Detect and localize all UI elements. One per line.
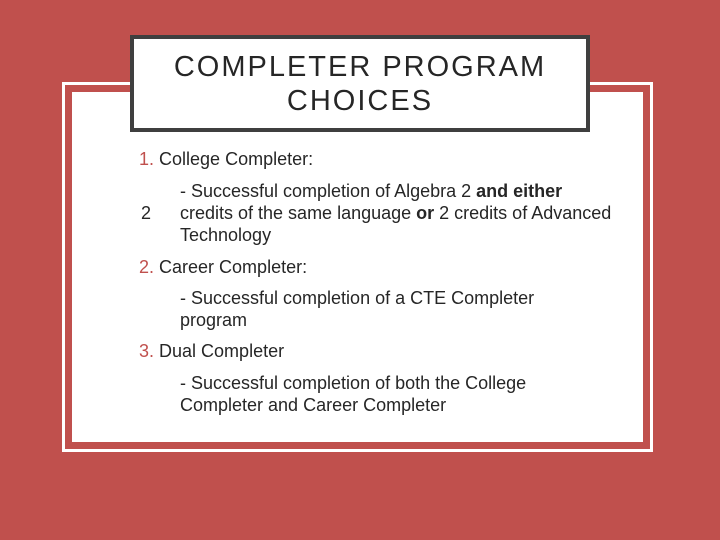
detail-emphasis: and either: [476, 181, 563, 201]
item-label: College Completer:: [159, 149, 314, 169]
detail-emphasis: or: [416, 203, 435, 223]
detail-text: - Successful completion of Algebra 2: [180, 181, 477, 201]
list-item-career: [139, 256, 307, 278]
item-detail-college: [180, 180, 620, 246]
item-detail-career: - Successful completion of a CTE Completer program: [180, 288, 535, 330]
item-number: 1.: [139, 149, 155, 169]
title-box: [130, 35, 590, 132]
item-label: Career Completer:: [159, 257, 308, 277]
detail-text: credits of the same language: [180, 203, 417, 223]
item-detail-dual: - Successful completion of both the College Completer and Career Completer: [180, 373, 527, 415]
item-label: Dual Completer: [159, 341, 285, 361]
detail-text: 2 credits of Advanced Technology: [180, 203, 612, 245]
slide-title: COMPLETER PROGRAM CHOICES: [173, 50, 547, 117]
item-number: 3.: [139, 341, 155, 361]
item-number: 2.: [139, 257, 155, 277]
list-item-college: [139, 148, 313, 170]
list-item-dual: [139, 340, 284, 362]
side-number: 2: [141, 203, 152, 223]
